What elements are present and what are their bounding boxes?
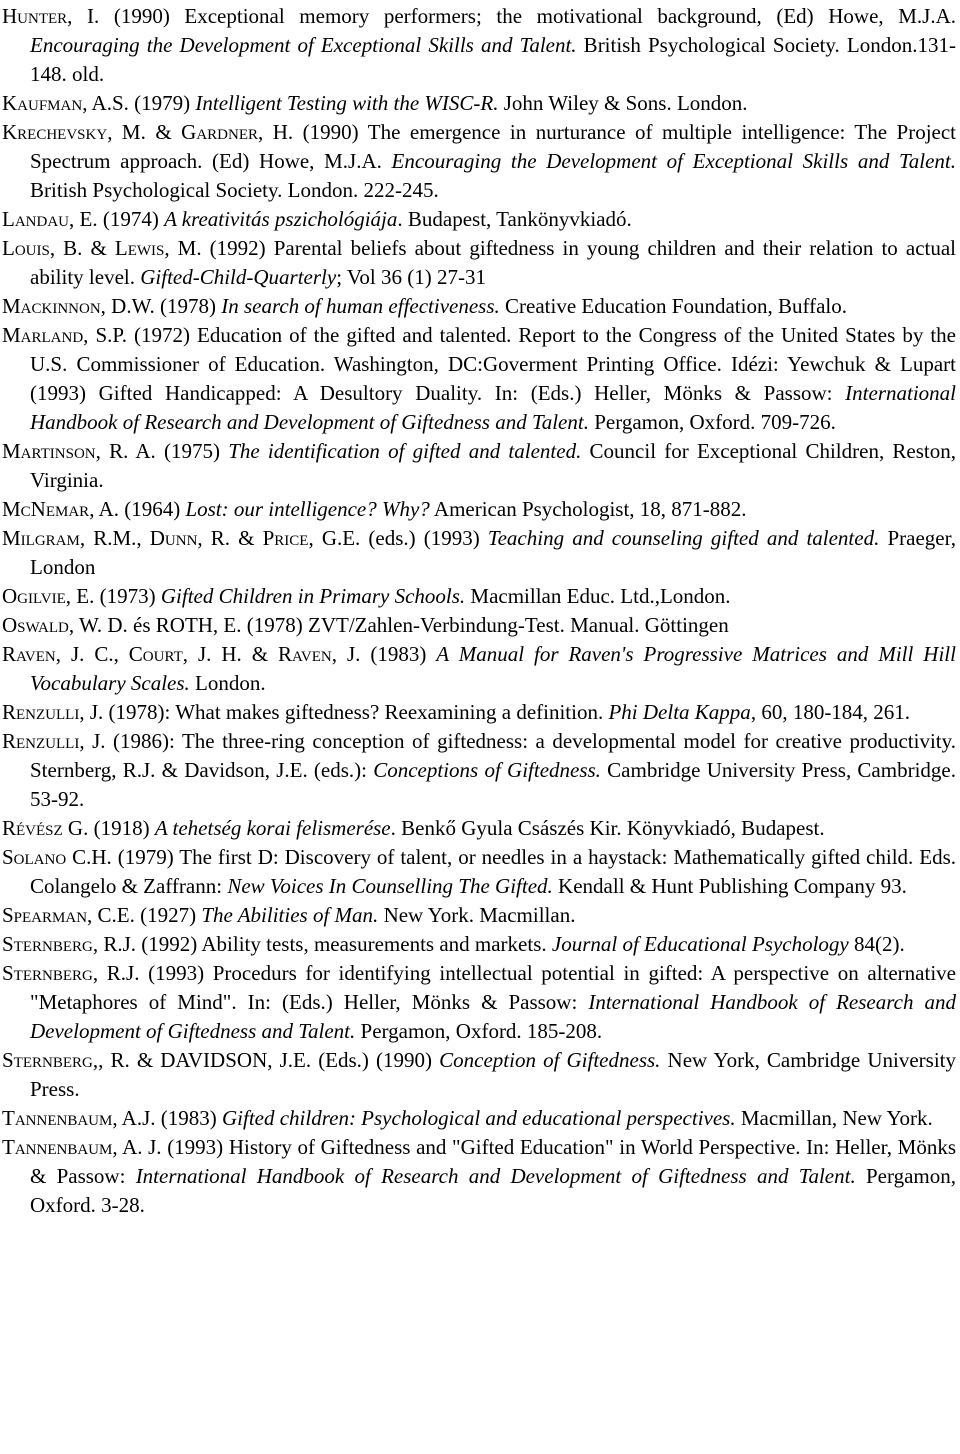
reference-text: , J. (1983) xyxy=(331,642,437,666)
reference-entry-mackinnon-1978 xyxy=(2,292,956,321)
work-title: International Handbook of Research and Development of Giftedness and Talent. xyxy=(30,381,956,434)
reference-entry-sternberg-1993 xyxy=(2,959,956,1046)
reference-text: , R.J. (1993) Procedurs for identifying intellectual potential in gifted: A perspective on alternative "Metaphores of Mind". In: (Eds.) Heller, Mönks & Passow: xyxy=(30,961,956,1014)
work-title: New Voices In Counselling The Gifted. xyxy=(227,874,553,898)
reference-entry-sternberg-1992 xyxy=(2,930,956,959)
reference-text: G. (1918) xyxy=(62,816,155,840)
work-title: Conception of Giftedness. xyxy=(439,1048,661,1072)
reference-text: John Wiley & Sons. London. xyxy=(498,91,748,115)
work-title: The identification of gifted and talented. xyxy=(228,439,582,463)
reference-entry-renzulli-1986 xyxy=(2,727,956,814)
work-title: Gifted children: Psychological and educational perspectives. xyxy=(222,1106,736,1130)
reference-entry-landau-1974 xyxy=(2,205,956,234)
reference-text: , A.J. (1983) xyxy=(112,1106,222,1130)
author-name: Raven xyxy=(278,642,332,666)
author-name: Oswald xyxy=(2,613,69,637)
reference-text: London. xyxy=(189,671,266,695)
reference-text: . Benkő Gyula Császés Kir. Könyvkiadó, Budapest. xyxy=(390,816,825,840)
author-name: Révész xyxy=(2,816,63,840)
work-title: Encouraging the Development of Exceptional Skills and Talent. xyxy=(30,33,577,57)
reference-entry-mcnemar-1964 xyxy=(2,495,956,524)
work-title: Encouraging the Development of Exceptional Skills and Talent. xyxy=(391,149,956,173)
author-name: Landau xyxy=(2,207,69,231)
author-name: Tannenbaum xyxy=(2,1106,113,1130)
reference-text: , I. (1990) Exceptional memory performers; the motivational background, (Ed) Howe, M.J.A. xyxy=(67,4,956,28)
reference-text: Creative Education Foundation, Buffalo. xyxy=(499,294,847,318)
author-name: Court xyxy=(128,642,183,666)
author-name: McNemar xyxy=(2,497,90,521)
work-title: Conceptions of Giftedness. xyxy=(373,758,601,782)
work-title: In search of human effectiveness. xyxy=(221,294,500,318)
reference-entry-oswald-roth-1978 xyxy=(2,611,956,640)
author-name: Mackinnon xyxy=(2,294,101,318)
work-title: Journal of Educational Psychology xyxy=(551,932,849,956)
reference-entry-martinson-1975 xyxy=(2,437,956,495)
author-name: Raven xyxy=(2,642,56,666)
reference-text: , H. (1990) The emergence in nurturance of multiple intelligence: The Project Spectrum approach. (Ed) Howe, M.J.A. xyxy=(30,120,956,173)
work-title: Gifted Children in Primary Schools. xyxy=(160,584,466,608)
work-title: International Handbook of Research and Development of Giftedness and Talent. xyxy=(135,1164,856,1188)
reference-text: , D.W. (1978) xyxy=(100,294,222,318)
author-name: Marland xyxy=(2,323,84,347)
author-name: Lewis xyxy=(114,236,165,260)
author-name: Gardner xyxy=(181,120,259,144)
work-title: The Abilities of Man. xyxy=(201,903,379,927)
reference-entry-tannenbaum-1983 xyxy=(2,1104,956,1133)
reference-text: ,, R. & DAVIDSON, J.E. (Eds.) (1990) xyxy=(92,1048,440,1072)
reference-list xyxy=(2,2,956,1220)
author-name: Solano xyxy=(2,845,67,869)
reference-text: Praeger, London xyxy=(30,526,956,579)
author-name: Sternberg xyxy=(2,932,93,956)
reference-text: . Budapest, Tankönyvkiadó. xyxy=(397,207,632,231)
reference-text: , J. (1978): What makes giftedness? Reexamining a definition. xyxy=(79,700,609,724)
work-title: Phi Delta Kappa xyxy=(608,700,751,724)
reference-text: , A. (1964) xyxy=(89,497,186,521)
author-name: Renzulli xyxy=(2,700,80,724)
author-name: Hunter xyxy=(2,4,68,28)
reference-entry-kaufman-1979 xyxy=(2,89,956,118)
work-title: A kreativitás pszichológiája xyxy=(164,207,398,231)
reference-text: Pergamon, Oxford. 185-208. xyxy=(355,1019,603,1043)
author-name: Dunn xyxy=(149,526,198,550)
reference-text: Macmillan, New York. xyxy=(735,1106,933,1130)
reference-text: , S.P. (1972) Education of the gifted and talented. Report to the Congress of the United States by the U.S. Commissioner of Education. Washington, DC:Goverment Printing Office. Idézi: Yewchuk & Lupart (1993) Gifted Handicapped: A Desultory Duality. In: (Eds.) Heller, Mönks & Passow: xyxy=(30,323,956,405)
reference-entry-spearman-1927 xyxy=(2,901,956,930)
reference-text: Macmillan Educ. Ltd.,London. xyxy=(465,584,731,608)
author-name: Spearman xyxy=(2,903,88,927)
reference-text: , C.E. (1927) xyxy=(87,903,202,927)
reference-text: , J. H. & xyxy=(182,642,279,666)
reference-entry-milgram-dunn-price-1993 xyxy=(2,524,956,582)
author-name: Renzulli xyxy=(2,729,80,753)
reference-text: Kendall & Hunt Publishing Company 93. xyxy=(552,874,907,898)
reference-text: New York, Cambridge University Press. xyxy=(30,1048,956,1101)
reference-text: , M. (1992) Parental beliefs about giftedness in young children and their relation to actual ability level. xyxy=(30,236,956,289)
reference-text: , B. & xyxy=(49,236,115,260)
reference-text: , G.E. (eds.) (1993) xyxy=(308,526,488,550)
work-title: International Handbook of Research and Development of Giftedness and Talent. xyxy=(30,990,956,1043)
work-title: Teaching and counseling gifted and talented. xyxy=(487,526,880,550)
reference-text: ; Vol 36 (1) 27-31 xyxy=(336,265,486,289)
reference-entry-hunter-1990 xyxy=(2,2,956,89)
reference-text: , J. (1986): The three-ring conception of giftedness: a developmental model for creative productivity. Sternberg, R.J. & Davidson, J.E. (eds.): xyxy=(30,729,956,782)
author-name: Tannenbaum xyxy=(2,1135,113,1159)
reference-text: New York. Macmillan. xyxy=(378,903,576,927)
reference-entry-krechevsky-gardner-1990 xyxy=(2,118,956,205)
work-title: Lost: our intelligence? Why? xyxy=(185,497,430,521)
reference-text: , A.S. (1979) xyxy=(82,91,196,115)
work-title: A Manual for Raven's Progressive Matrices and Mill Hill Vocabulary Scales. xyxy=(30,642,956,695)
reference-text: , R. A. (1975) xyxy=(95,439,229,463)
reference-text: C.H. (1979) The first D: Discovery of talent, or needles in a haystack: Mathematically gifted child. Eds. Colangelo & Zaffrann: xyxy=(30,845,956,898)
reference-text: Cambridge University Press, Cambridge. 53-92. xyxy=(30,758,956,811)
reference-text: , R.J. (1992) Ability tests, measurements and markets. xyxy=(92,932,552,956)
author-name: Ogilvie xyxy=(2,584,66,608)
author-name: Price xyxy=(262,526,309,550)
reference-text: , 60, 180-184, 261. xyxy=(750,700,911,724)
reference-text: Pergamon, Oxford. 3-28. xyxy=(30,1164,956,1217)
author-name: Sternberg xyxy=(2,961,93,985)
reference-text: British Psychological Society. London. 222-245. xyxy=(30,178,439,202)
reference-text: , E. (1974) xyxy=(69,207,165,231)
reference-entry-renzulli-1978 xyxy=(2,698,956,727)
author-name: Sternberg xyxy=(2,1048,93,1072)
author-name: Martinson xyxy=(2,439,96,463)
reference-text: American Psychologist, 18, 871-882. xyxy=(429,497,747,521)
reference-entry-solano-1979 xyxy=(2,843,956,901)
reference-entry-revesz-1918 xyxy=(2,814,956,843)
reference-text: Council for Exceptional Children, Reston, Virginia. xyxy=(30,439,956,492)
reference-text: 84(2). xyxy=(848,932,905,956)
reference-entry-sternberg-davidson-1990 xyxy=(2,1046,956,1104)
reference-entry-ogilvie-1973 xyxy=(2,582,956,611)
author-name: Milgram xyxy=(2,526,80,550)
work-title: Gifted-Child-Quarterly xyxy=(140,265,337,289)
reference-text: , R. & xyxy=(197,526,263,550)
reference-text: , M. & xyxy=(107,120,182,144)
reference-text: Pergamon, Oxford. 709-726. xyxy=(588,410,836,434)
work-title: Intelligent Testing with the WISC-R. xyxy=(195,91,499,115)
author-name: Kaufman xyxy=(2,91,83,115)
reference-text: , R.M., xyxy=(79,526,150,550)
reference-text: , W. D. és ROTH, E. (1978) ZVT/Zahlen-Verbindung-Test. Manual. Göttingen xyxy=(68,613,729,637)
reference-entry-marland-1972 xyxy=(2,321,956,437)
reference-text: , J. C., xyxy=(55,642,129,666)
reference-entry-tannenbaum-1993 xyxy=(2,1133,956,1220)
reference-entry-louis-lewis-1992 xyxy=(2,234,956,292)
reference-text: , E. (1973) xyxy=(65,584,161,608)
author-name: Krechevsky xyxy=(2,120,108,144)
work-title: A tehetség korai felismerése xyxy=(154,816,391,840)
author-name: Louis xyxy=(2,236,50,260)
reference-entry-raven-1983 xyxy=(2,640,956,698)
reference-text: , A. J. (1993) History of Giftedness and "Gifted Education" in World Perspective. In: Heller, Mönks & Passow: xyxy=(30,1135,956,1188)
reference-text: British Psychological Society. London.131-148. old. xyxy=(30,33,956,86)
